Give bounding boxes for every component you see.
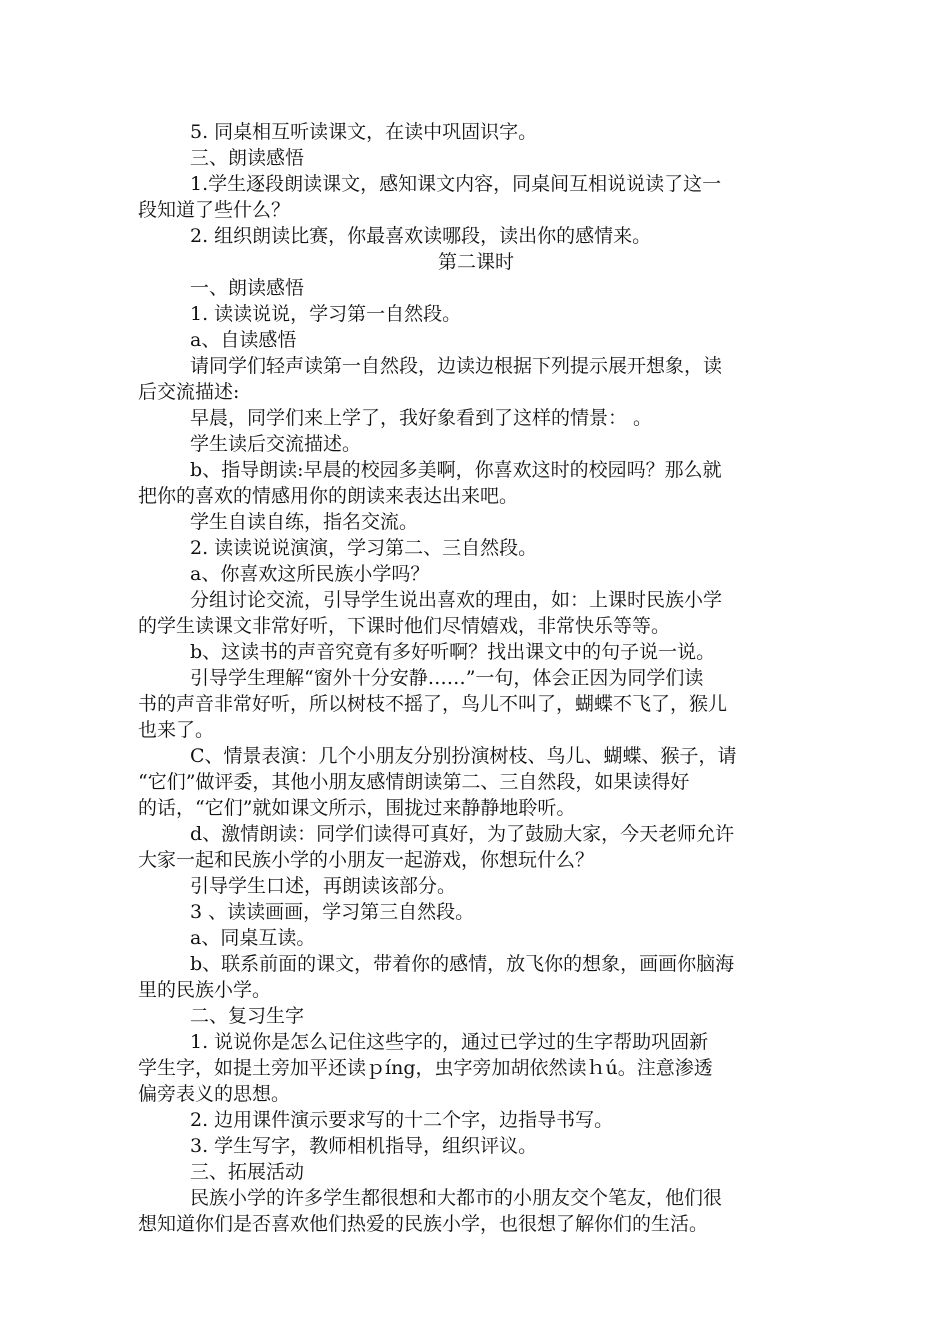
text-line: b、指导朗读:早晨的校园多美啊，你喜欢这时的校园吗？那么就 [190, 459, 722, 481]
text-line: a、你喜欢这所民族小学吗？ [190, 563, 430, 585]
text-line: 1. 读读说说，学习第一自然段。 [190, 303, 462, 325]
text-line: 也来了。 [138, 719, 215, 741]
text-line: 2. 读读说说演演，学习第二、三自然段。 [190, 537, 538, 559]
text-line: 三、朗读感悟 [190, 147, 305, 169]
text-line: 1.学生逐段朗读课文，感知课文内容，同桌间互相说说读了这一 [190, 173, 722, 195]
text-line: 3. 学生写字，教师相机指导，组织评议。 [190, 1135, 538, 1157]
text-line: 1. 说说你是怎么记住这些字的，通过已学过的生字帮助巩固新 [190, 1031, 709, 1053]
text-line: 书的声音非常好听，所以树枝不摇了，鸟儿不叫了，蝴蝶不飞了，猴儿 [138, 693, 728, 715]
text-line: 二、复习生字 [190, 1005, 305, 1027]
text-line: 引导学生口述，再朗读该部分。 [190, 875, 457, 897]
document-body [138, 119, 814, 1237]
text-line: 的话，“它们”就如课文所示，围拢过来静静地聆听。 [138, 797, 576, 819]
text-line: a、自读感悟 [190, 329, 297, 351]
text-line: 段知道了些什么？ [138, 199, 291, 221]
text-line: 早晨，同学们来上学了，我好象看到了这样的情景： 。 [190, 407, 653, 429]
text-line: 的学生读课文非常好听，下课时他们尽情嬉戏，非常快乐等等。 [138, 615, 671, 637]
text-line: 民族小学的许多学生都很想和大都市的小朋友交个笔友，他们很 [190, 1187, 723, 1209]
text-line: 学生读后交流描述。 [190, 433, 362, 455]
section-heading: 第二课时 [437, 251, 514, 273]
text-line: b、这读书的声音究竟有多好听啊？找出课文中的句子说一说。 [190, 641, 716, 663]
text-line: 2. 边用课件演示要求写的十二个字，边指导书写。 [190, 1109, 614, 1131]
text-line: 请同学们轻声读第一自然段，边读边根据下列提示展开想象，读 [190, 355, 723, 377]
text-line: b、联系前面的课文，带着你的感情，放飞你的想象，画画你脑海 [190, 953, 735, 975]
text-line: d、激情朗读：同学们读得可真好，为了鼓励大家，今天老师允许 [190, 823, 735, 845]
text-line: 学生字，如提土旁加平还读ｐíng，虫字旁加胡依然读ｈú。注意渗透 [138, 1057, 713, 1079]
text-line: 一、朗读感悟 [190, 277, 305, 299]
text-line: 把你的喜欢的情感用你的朗读来表达出来吧。 [138, 485, 519, 507]
text-line: 三、拓展活动 [190, 1161, 305, 1183]
text-line: 偏旁表义的思想。 [138, 1083, 291, 1105]
text-line: 2. 组织朗读比赛，你最喜欢读哪段，读出你的感情来。 [190, 225, 652, 247]
text-line: 分组讨论交流，引导学生说出喜欢的理由，如：上课时民族小学 [190, 589, 723, 611]
text-line: 想知道你们是否喜欢他们热爱的民族小学，也很想了解你们的生活。 [138, 1213, 709, 1235]
text-line: 5. 同桌相互听读课文，在读中巩固识字。 [190, 121, 538, 143]
text-line: 3 、读读画画，学习第三自然段。 [190, 901, 475, 923]
text-line: 大家一起和民族小学的小朋友一起游戏，你想玩什么？ [138, 849, 595, 871]
text-line: 引导学生理解“窗外十分安静……”一句，体会正因为同学们读 [190, 667, 704, 689]
text-line: 后交流描述: [138, 381, 240, 403]
text-line: a、同桌互读。 [190, 927, 316, 949]
text-line: 学生自读自练，指名交流。 [190, 511, 419, 533]
text-line: “它们”做评委，其他小朋友感情朗读第二、三自然段，如果读得好 [138, 771, 690, 793]
text-line: C、情景表演：几个小朋友分别扮演树枝、鸟儿、蝴蝶、猴子，请 [190, 745, 737, 767]
text-line: 里的民族小学。 [138, 979, 272, 1001]
